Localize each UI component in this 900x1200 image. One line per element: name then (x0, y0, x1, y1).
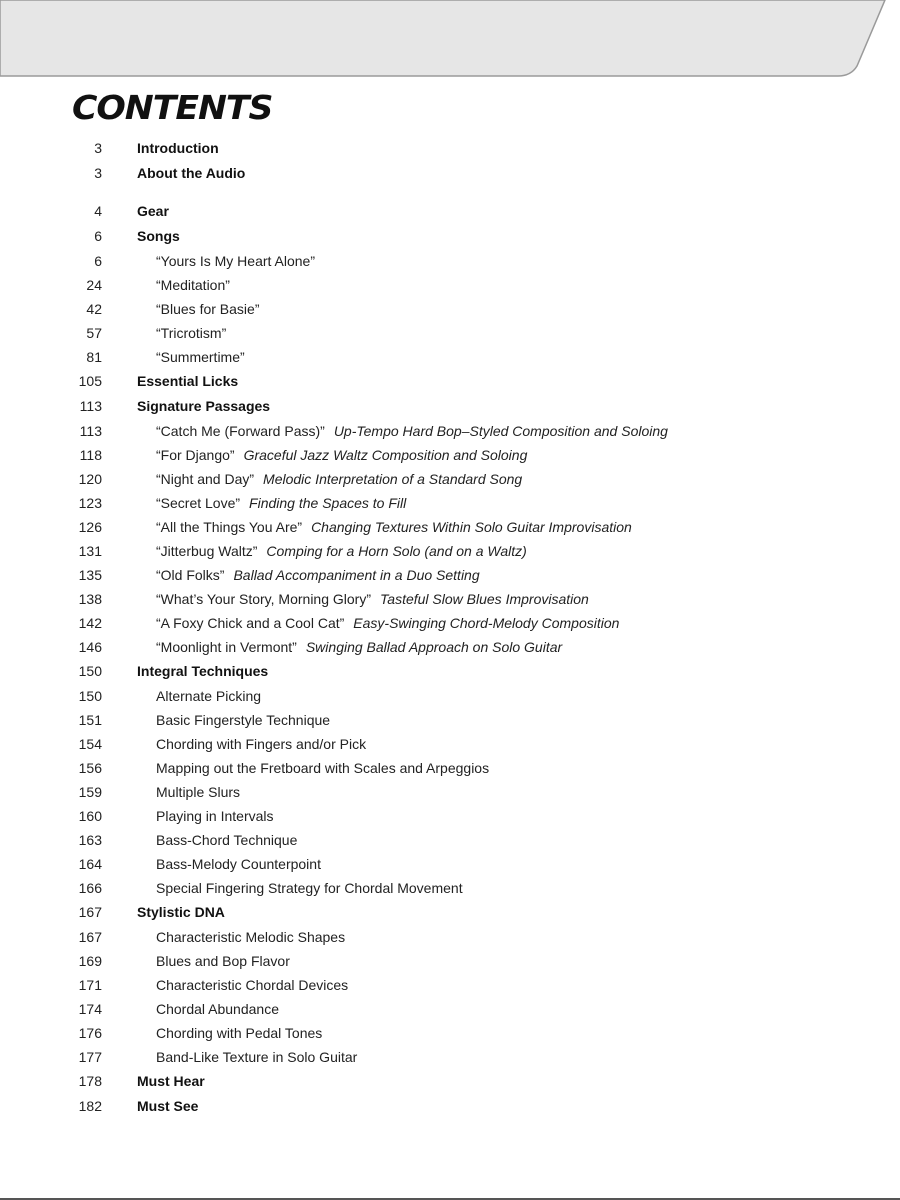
toc-item[interactable] (0, 828, 900, 852)
toc-page-number: 164 (78, 856, 102, 872)
toc-item[interactable] (0, 563, 900, 587)
toc-page-number: 123 (78, 495, 102, 511)
toc-entry (156, 949, 290, 973)
toc-entry-title: Playing in Intervals (156, 808, 274, 824)
toc-entry (156, 780, 240, 804)
toc-entry-title: “All the Things You Are” (156, 519, 303, 535)
toc-item[interactable] (0, 635, 900, 659)
toc-entry-description: Changing Textures Within Solo Guitar Improvisation (311, 519, 632, 535)
toc-item[interactable] (0, 804, 900, 828)
toc-item[interactable] (0, 997, 900, 1021)
toc-section[interactable] (0, 1094, 900, 1118)
toc-item[interactable] (0, 780, 900, 804)
toc-entry (156, 684, 261, 708)
toc-item[interactable] (0, 611, 900, 635)
toc-item[interactable] (0, 684, 900, 708)
toc-page-number: 160 (78, 808, 102, 824)
toc-entry (156, 828, 297, 852)
toc-entry (156, 419, 668, 443)
toc-entry (137, 900, 225, 924)
toc-page-number: 182 (78, 1098, 102, 1114)
toc-section[interactable] (0, 199, 900, 223)
toc-entry-title: Essential Licks (137, 373, 239, 389)
toc-entry-title: “Secret Love” (156, 495, 241, 511)
toc-entry-title: “For Django” (156, 447, 235, 463)
toc-page-number: 135 (78, 567, 102, 583)
toc-entry-description: Graceful Jazz Waltz Composition and Soloing (243, 447, 528, 463)
toc-entry (137, 161, 245, 185)
toc-entry-description: Tasteful Slow Blues Improvisation (380, 591, 589, 607)
toc-entry-title: Signature Passages (137, 398, 271, 414)
toc-section[interactable] (0, 161, 900, 185)
toc-page-number: 169 (78, 953, 102, 969)
toc-entry (156, 587, 589, 611)
toc-page-number: 120 (78, 471, 102, 487)
toc-item[interactable] (0, 587, 900, 611)
toc-entry-title: Bass-Chord Technique (156, 832, 298, 848)
toc-page-number: 4 (94, 203, 102, 219)
toc-page-number: 3 (94, 165, 102, 181)
toc-entry-title: “Night and Day” (156, 471, 255, 487)
toc-section[interactable] (0, 394, 900, 418)
toc-entry-title: Characteristic Melodic Shapes (156, 929, 346, 945)
toc-entry (156, 756, 489, 780)
toc-page-number: 105 (78, 373, 102, 389)
toc-page-number: 113 (79, 423, 102, 439)
toc-item[interactable] (0, 1021, 900, 1045)
toc-item[interactable] (0, 443, 900, 467)
toc-entry-title: About the Audio (137, 165, 246, 181)
toc-page-number: 142 (78, 615, 102, 631)
toc-page-number: 126 (78, 519, 102, 535)
toc-entry (156, 611, 619, 635)
toc-entry-title: “What’s Your Story, Morning Glory” (156, 591, 372, 607)
toc-entry-title: Multiple Slurs (156, 784, 241, 800)
toc-item[interactable] (0, 273, 900, 297)
toc-item[interactable] (0, 249, 900, 273)
toc-entry-title: Characteristic Chordal Devices (156, 977, 349, 993)
toc-item[interactable] (0, 345, 900, 369)
toc-entry (156, 345, 245, 369)
toc-entry (137, 394, 270, 418)
toc-item[interactable] (0, 925, 900, 949)
toc-entry (156, 635, 562, 659)
toc-entry (156, 563, 480, 587)
toc-section[interactable] (0, 1069, 900, 1093)
toc-page-number: 167 (78, 904, 102, 920)
toc-page-number: 156 (78, 760, 102, 776)
toc-entry (137, 1094, 198, 1118)
toc-page-number: 42 (86, 301, 102, 317)
toc-entry (156, 997, 279, 1021)
toc-entry (156, 321, 226, 345)
toc-item[interactable] (0, 756, 900, 780)
toc-entry-title: Chording with Pedal Tones (156, 1025, 323, 1041)
toc-entry-description: Melodic Interpretation of a Standard Song (263, 471, 523, 487)
toc-entry-title: Must Hear (137, 1073, 205, 1089)
toc-entry-title: “Jitterbug Waltz” (156, 543, 258, 559)
toc-entry (156, 515, 632, 539)
toc-entry (137, 659, 268, 683)
toc-entry-title: “Tricrotism” (156, 325, 227, 341)
toc-entry-title: “Meditation” (156, 277, 230, 293)
toc-page-number: 177 (78, 1049, 102, 1065)
toc-entry (137, 369, 238, 393)
toc-page-number: 81 (86, 349, 102, 365)
toc-item[interactable] (0, 973, 900, 997)
toc-item[interactable] (0, 491, 900, 515)
toc-page-number: 6 (94, 228, 102, 244)
toc-item[interactable] (0, 876, 900, 900)
toc-entry-title: Basic Fingerstyle Technique (156, 712, 331, 728)
toc-entry-title: Gear (137, 203, 169, 219)
toc-item[interactable] (0, 467, 900, 491)
toc-item[interactable] (0, 852, 900, 876)
toc-entry (137, 199, 169, 223)
toc-item[interactable] (0, 949, 900, 973)
toc-page-number: 174 (78, 1001, 102, 1017)
toc-entry-title: Integral Techniques (137, 663, 269, 679)
toc-entry (156, 732, 366, 756)
toc-section[interactable] (0, 224, 900, 248)
toc-item[interactable] (0, 539, 900, 563)
toc-entry-description: Comping for a Horn Solo (and on a Waltz) (266, 543, 527, 559)
toc-entry (156, 973, 348, 997)
toc-entry-description: Up-Tempo Hard Bop–Styled Composition and Soloing (333, 423, 668, 439)
toc-entry-description: Ballad Accompaniment in a Duo Setting (233, 567, 480, 583)
toc-entry-title: Songs (137, 228, 180, 244)
toc-entry (156, 539, 527, 563)
toc-entry-title: Bass-Melody Counterpoint (156, 856, 321, 872)
toc-page-number: 163 (78, 832, 102, 848)
toc-page-number: 166 (78, 880, 102, 896)
toc-entry (156, 443, 527, 467)
toc-entry (137, 1069, 205, 1093)
toc-page-number: 3 (94, 140, 102, 156)
toc-entry-title: Must See (137, 1098, 199, 1114)
toc-section[interactable] (0, 369, 900, 393)
toc-entry (137, 136, 219, 160)
toc-page-number: 150 (78, 663, 102, 679)
toc-page-number: 176 (78, 1025, 102, 1041)
toc-page-number: 151 (78, 712, 102, 728)
toc-page-number: 131 (78, 543, 102, 559)
toc-section[interactable] (0, 136, 900, 160)
toc-item[interactable] (0, 321, 900, 345)
toc-entry-title: Special Fingering Strategy for Chordal Movement (156, 880, 463, 896)
toc-page-number: 154 (78, 736, 102, 752)
toc-entry-title: “Blues for Basie” (156, 301, 260, 317)
header-tab-shape (0, 0, 900, 80)
toc-entry (156, 273, 230, 297)
toc-entry-title: Chordal Abundance (156, 1001, 279, 1017)
toc-page-number: 171 (78, 977, 102, 993)
toc-page-number: 138 (78, 591, 102, 607)
toc-page-number: 178 (78, 1073, 102, 1089)
toc-page-number: 57 (86, 325, 102, 341)
toc-page-number: 24 (86, 277, 102, 293)
toc-entry-title: “Catch Me (Forward Pass)” (156, 423, 325, 439)
toc-entry-title: Band-Like Texture in Solo Guitar (156, 1049, 358, 1065)
toc-section[interactable] (0, 659, 900, 683)
toc-entry-title: “Moonlight in Vermont” (156, 639, 297, 655)
toc-page-number: 159 (78, 784, 102, 800)
toc-entry-title: “Yours Is My Heart Alone” (156, 253, 315, 269)
toc-entry (156, 708, 330, 732)
toc-page-number: 150 (78, 688, 102, 704)
toc-entry (156, 925, 345, 949)
toc-page-number: 113 (79, 398, 102, 414)
toc-entry (156, 852, 321, 876)
toc-entry (156, 1045, 357, 1069)
toc-page-number: 167 (78, 929, 102, 945)
toc-item[interactable] (0, 419, 900, 443)
toc-entry-description: Finding the Spaces to Fill (249, 495, 407, 511)
toc-entry-title: Mapping out the Fretboard with Scales and Arpeggios (156, 760, 490, 776)
toc-entry (156, 297, 259, 321)
toc-item[interactable] (0, 732, 900, 756)
toc-item[interactable] (0, 708, 900, 732)
toc-entry (156, 804, 274, 828)
toc-page-number: 118 (79, 447, 102, 463)
toc-item[interactable] (0, 1045, 900, 1069)
toc-entry (156, 876, 463, 900)
toc-section[interactable] (0, 900, 900, 924)
toc-page-number: 146 (78, 639, 102, 655)
toc-page-number: 6 (94, 253, 102, 269)
toc-entry-title: Stylistic DNA (137, 904, 225, 920)
toc-entry-description: Swinging Ballad Approach on Solo Guitar (305, 639, 563, 655)
toc-entry-title: “Old Folks” (156, 567, 225, 583)
toc-entry-title: Chording with Fingers and/or Pick (156, 736, 367, 752)
toc-item[interactable] (0, 297, 900, 321)
toc-entry-description: Easy-Swinging Chord-Melody Composition (353, 615, 620, 631)
toc-entry-title: “Summertime” (156, 349, 245, 365)
page-title: CONTENTS (72, 88, 273, 127)
toc-entry (156, 467, 522, 491)
toc-entry (156, 1021, 322, 1045)
toc-entry (137, 224, 180, 248)
toc-entry (156, 491, 406, 515)
toc-entry-title: “A Foxy Chick and a Cool Cat” (156, 615, 345, 631)
toc-item[interactable] (0, 515, 900, 539)
toc-entry (156, 249, 315, 273)
toc-entry-title: Introduction (137, 140, 219, 156)
toc-entry-title: Blues and Bop Flavor (156, 953, 290, 969)
toc-entry-title: Alternate Picking (156, 688, 262, 704)
